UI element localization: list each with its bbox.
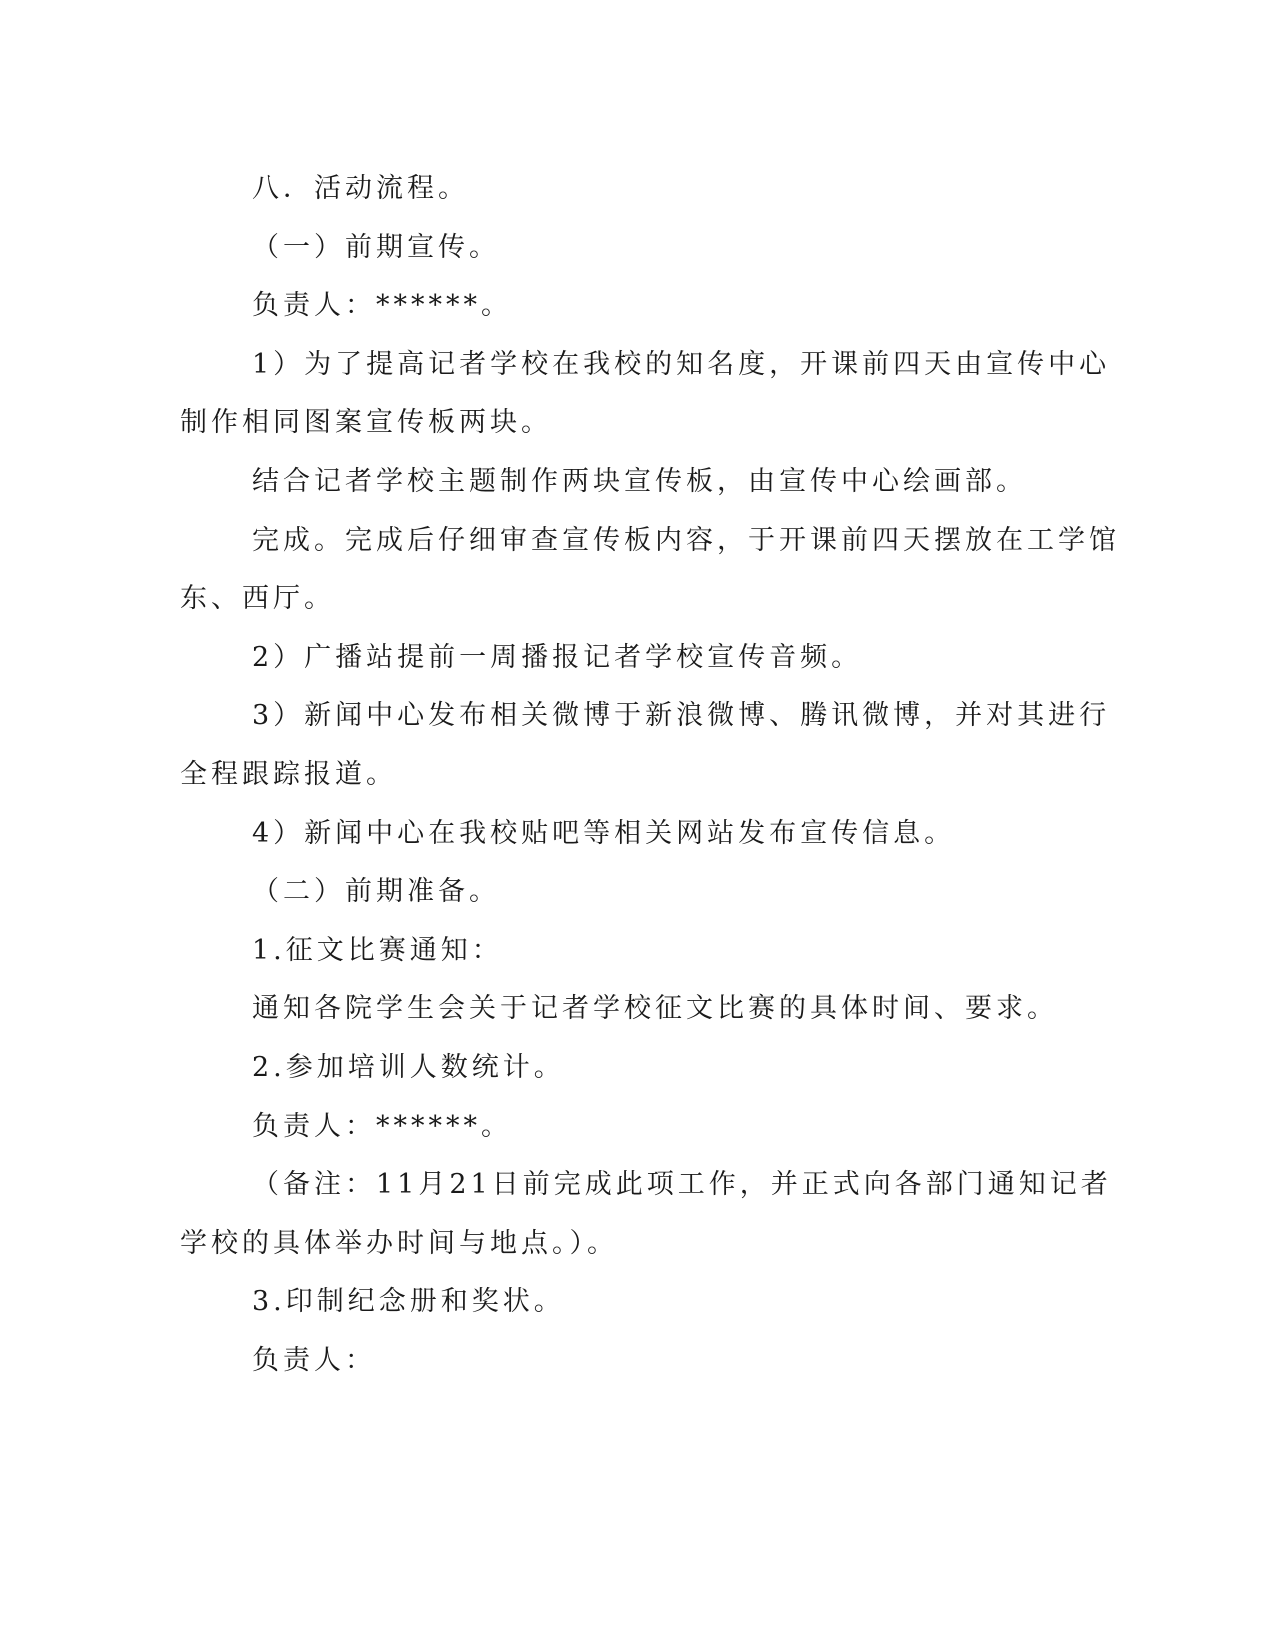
paragraph-line: 2）广播站提前一周播报记者学校宣传音频。: [252, 641, 863, 673]
paragraph-line: 2.参加培训人数统计。: [252, 1051, 565, 1083]
paragraph-line: 负责人：******。: [252, 1110, 512, 1142]
paragraph-line: 负责人：******。: [252, 290, 512, 322]
paragraph-line: 1.征文比赛通知：: [252, 934, 503, 966]
document-body: [180, 160, 1120, 1390]
paragraph-line: 4）新闻中心在我校贴吧等相关网站发布宣传信息。: [252, 817, 956, 849]
paragraph-line: 负责人：: [252, 1344, 376, 1376]
paragraph-line: 学校的具体举办时间与地点。）。: [180, 1227, 618, 1259]
section-heading: 八．活动流程。: [252, 173, 469, 204]
paragraph-line: 3）新闻中心发布相关微博于新浪微博、腾讯微博，并对其进行: [252, 700, 1111, 732]
subsection-heading: （二）前期准备。: [252, 876, 500, 908]
paragraph-line: 制作相同图案宣传板两块。: [180, 407, 552, 439]
paragraph-line: 3.印制纪念册和奖状。: [252, 1286, 565, 1318]
subsection-heading: （一）前期宣传。: [252, 231, 500, 263]
paragraph-line: （备注：11月21日前完成此项工作，并正式向各部门通知记者: [252, 1169, 1112, 1201]
paragraph-line: 完成。完成后仔细审查宣传板内容，于开课前四天摆放在工学馆: [252, 524, 1120, 556]
paragraph-line: 通知各院学生会关于记者学校征文比赛的具体时间、要求。: [252, 993, 1058, 1025]
paragraph-line: 全程跟踪报道。: [180, 758, 397, 790]
paragraph-line: 1）为了提高记者学校在我校的知名度，开课前四天由宣传中心: [252, 348, 1111, 380]
paragraph-line: 结合记者学校主题制作两块宣传板，由宣传中心绘画部。: [252, 465, 1027, 497]
paragraph-line: 东、西厅。: [180, 583, 335, 615]
